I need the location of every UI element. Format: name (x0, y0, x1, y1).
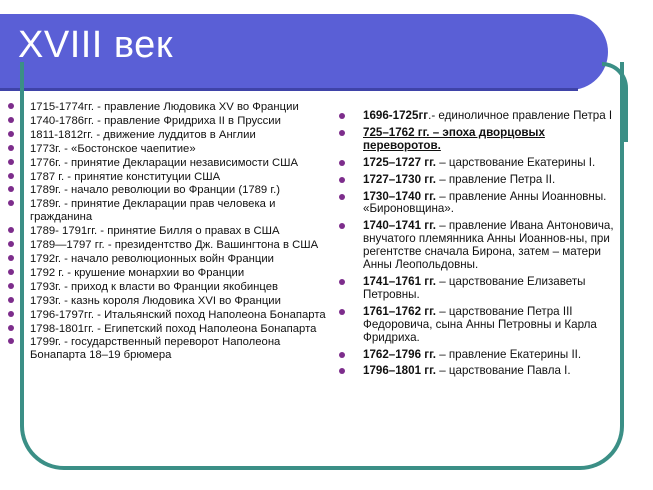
list-item-text: 1793г. - казнь короля Людовика XVI во Франции (30, 294, 281, 307)
list-item (8, 295, 330, 308)
list-item-text: – правление Ивана Антоновича, внучатого племянника Анны Иоаннов-ны, при регентстве сначала Бирона, затем – матери Анны Леопольдовны. (363, 219, 614, 272)
list-item-date: 1741–1761 гг. (363, 274, 436, 288)
list-item (8, 101, 330, 114)
list-item-date: 1727–1730 гг. (363, 172, 436, 186)
right-timeline-list (339, 110, 615, 382)
bullet-icon (8, 255, 14, 261)
list-item-text: 1715-1774гг. - правление Людовика XV во Франции (30, 101, 299, 113)
list-item (339, 174, 615, 187)
list-item-date: 1761–1762 гг. (363, 304, 436, 318)
bullet-icon (8, 173, 14, 179)
list-item-text: – царствование Петра III Федоровича, сына Анны Петровны и Карла Фридриха. (363, 304, 597, 344)
bullet-icon (8, 269, 14, 275)
bullet-icon (8, 200, 14, 206)
bullet-icon (8, 283, 14, 289)
list-item (339, 276, 615, 302)
list-item (339, 127, 615, 153)
list-item-text: – царствование Елизаветы Петровны. (363, 274, 586, 301)
bullet-icon (339, 309, 345, 315)
list-item (8, 239, 330, 252)
list-item-text: 1793г. - приход к власти во Франции якобинцев (30, 280, 279, 293)
list-item-heading: 725–1762 гг. – эпоха дворцовых переворотов. (363, 125, 545, 152)
bullet-icon (339, 130, 345, 136)
list-item (8, 157, 330, 170)
list-item (339, 349, 615, 362)
list-item (339, 306, 615, 345)
list-item (8, 115, 330, 128)
list-item-text: – царствование Павла I. (435, 364, 571, 378)
list-item-text: 1787 г. - принятие конституции США (30, 170, 221, 183)
bullet-icon (8, 297, 14, 303)
list-item-text: 1798-1801гг. - Египетский поход Наполеона Бонапарта (30, 322, 317, 335)
bullet-icon (339, 368, 345, 374)
bullet-icon (339, 223, 345, 229)
list-item (339, 110, 615, 123)
list-item (8, 267, 330, 280)
list-item (8, 336, 330, 362)
bullet-icon (8, 131, 14, 137)
list-item (8, 225, 330, 238)
left-timeline-list (8, 101, 330, 363)
bullet-icon (8, 311, 14, 317)
bullet-icon (8, 227, 14, 233)
list-item (339, 157, 615, 170)
list-item-text: – правление Петра II. (435, 172, 556, 186)
bullet-icon (8, 145, 14, 151)
list-item-text: 1789—1797 гг. - президентство Дж. Вашингтона в США (30, 239, 319, 252)
list-item-text: 1773г. - «Бостонское чаепитие» (30, 142, 196, 155)
list-item (8, 171, 330, 184)
list-item-text: 1740-1786гг. - правление Фридриха II в Пруссии (30, 114, 281, 127)
list-item-text: 1789г. - начало революции во Франции (1789 г.) (30, 184, 280, 197)
bullet-icon (8, 338, 14, 344)
list-item-text: – правление Екатерины II. (435, 347, 582, 361)
bullet-icon (8, 103, 14, 109)
list-item (339, 365, 615, 378)
list-item-text: – царствование Екатерины I. (435, 155, 596, 169)
bullet-icon (339, 194, 345, 200)
list-item (8, 143, 330, 156)
bullet-icon (8, 159, 14, 165)
list-item (8, 323, 330, 336)
list-item (8, 281, 330, 294)
list-item-date: 1762–1796 гг. (363, 347, 436, 361)
list-item (339, 191, 615, 217)
bullet-icon (339, 113, 345, 119)
list-item (339, 220, 615, 272)
list-item (8, 184, 330, 197)
list-item (8, 253, 330, 266)
list-item-text: 1796-1797гг. - Итальянский поход Наполеона Бонапарта (30, 308, 326, 321)
bullet-icon (339, 177, 345, 183)
list-item-text: 1789- 1791гг. - принятие Билля о правах в США (30, 225, 280, 238)
bullet-icon (339, 160, 345, 166)
list-item-date: 1696-1725гг (363, 109, 429, 122)
list-item-text: 1789г. - принятие Декларации прав человека и гражданина (30, 198, 276, 224)
list-item-text: 1792 г. - крушение монархии во Франции (30, 266, 245, 279)
list-item-date: 1796–1801 гг. (363, 364, 436, 378)
list-item-date: 1725–1727 гг. (363, 155, 436, 169)
bullet-icon (8, 186, 14, 192)
list-item-text: 1792г. - начало революционных войн Франции (30, 252, 274, 265)
list-item-date: 1730–1740 гг. (363, 189, 436, 203)
list-item-date: 1740–1741 гг. (363, 219, 436, 233)
list-item-text: 1799г. - государственный переворот Наполеона Бонапарта 18–19 брюмера (30, 336, 281, 362)
list-item-text: 1811-1812гг. - движение луддитов в Англии (30, 128, 256, 141)
bullet-icon (8, 241, 14, 247)
slide-title: XVIII век (18, 24, 173, 66)
list-item (8, 129, 330, 142)
list-item (8, 198, 330, 224)
bullet-icon (8, 117, 14, 123)
list-item-text: .- единоличное правление Петра I (428, 109, 613, 122)
list-item-text: 1776г. - принятие Декларации независимости США (30, 156, 299, 169)
bullet-icon (8, 325, 14, 331)
list-item-text: – правление Анны Иоанновны. «Бироновщина». (363, 189, 607, 216)
list-item (8, 309, 330, 322)
bullet-icon (339, 352, 345, 358)
bullet-icon (339, 279, 345, 285)
